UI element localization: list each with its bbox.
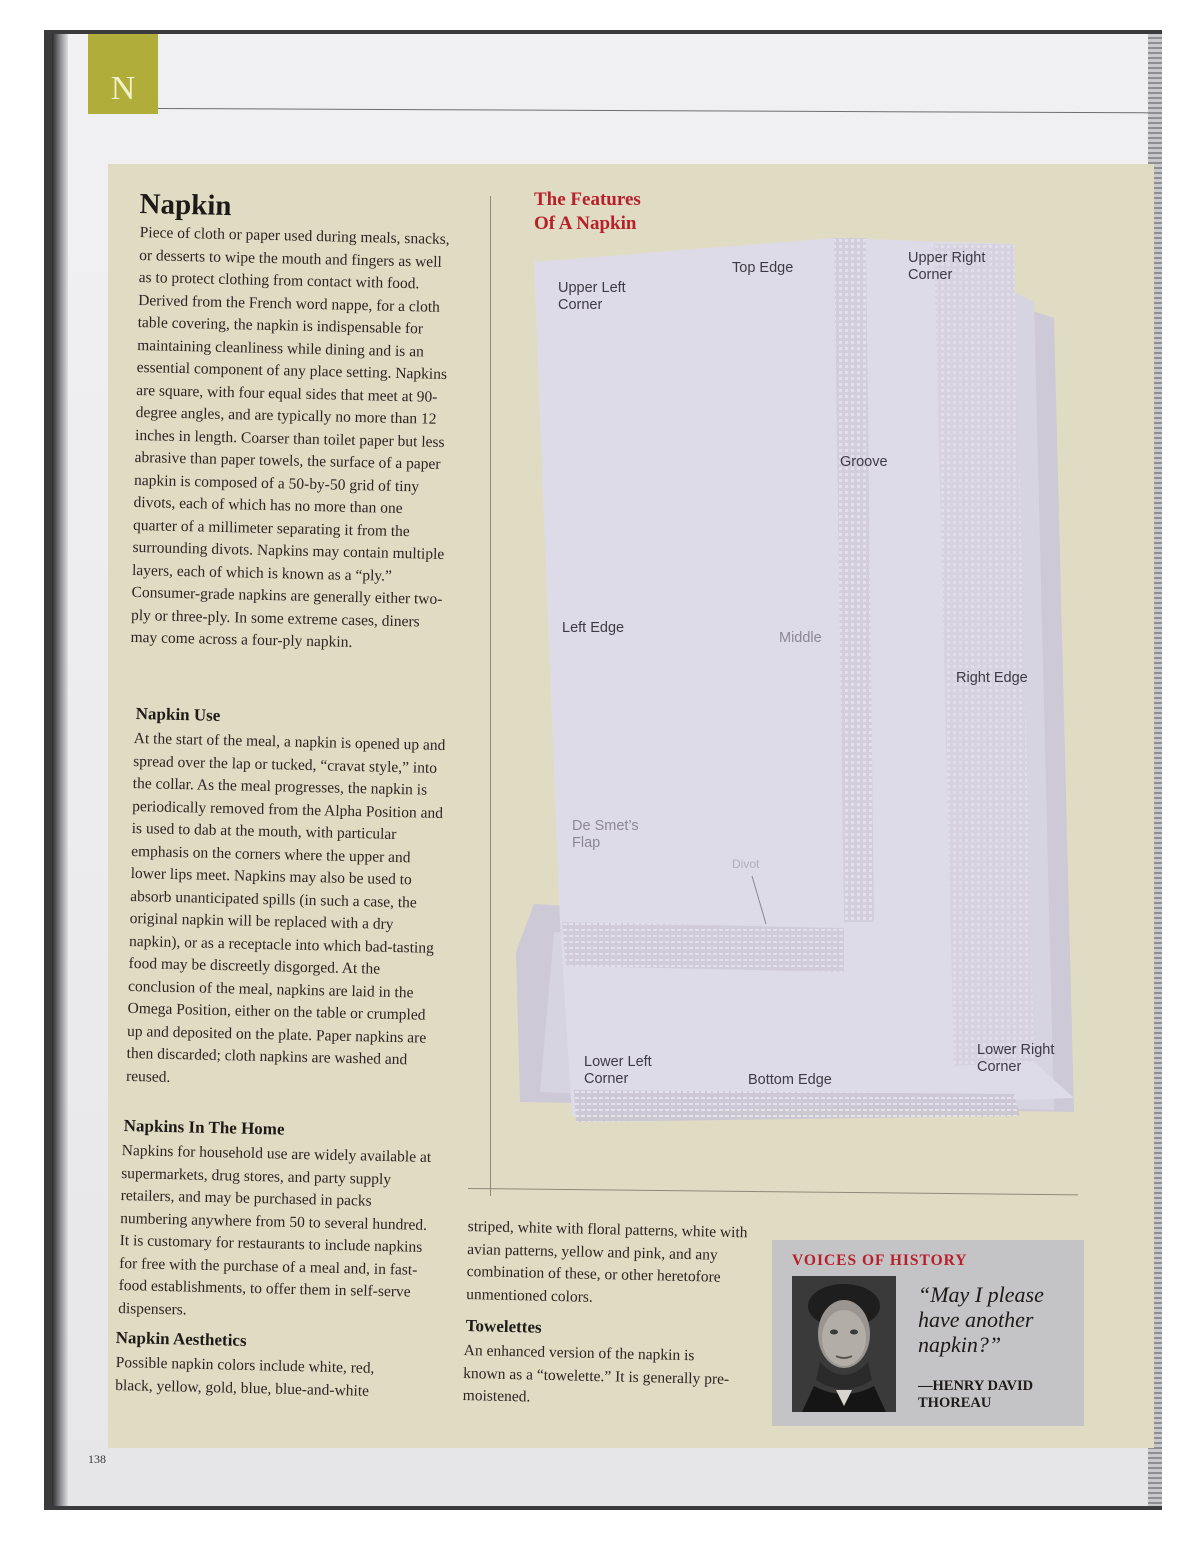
section-heading-use: Napkin Use [135,704,221,725]
figure-title [534,188,641,236]
label-bottom-edge: Bottom Edge [748,1072,832,1088]
voices-title: VOICES OF HISTORY [792,1252,968,1269]
section-text-home: Napkins for household use are widely available at supermarkets, drug stores, and party supply retailers, and may be purchased in packs numbering anywhere from 50 to several hundred. It is customary for restaurants to include napkins for free with the purchase of a meal and, in fast-food establishments, to offer them in self-serve dispensers. [117,1141,432,1319]
page-spine [52,34,68,1506]
label-divot: Divot [732,857,760,871]
aesthetics-continued: striped, white with floral patterns, white with avian patterns, yellow and pink, and any combination of these, or other heretofore unmentioned colors. [466,1217,748,1306]
portrait-image [792,1276,896,1412]
napkin-bottom-band [562,922,844,972]
label-top-edge: Top Edge [732,260,794,276]
page-number: 138 [88,1452,106,1466]
label-upper-left-corner: Upper Left Corner [558,280,626,313]
label-right-edge: Right Edge [956,670,1028,686]
quote-text: “May I please have another napkin?” [918,1282,1044,1357]
label-lower-right-corner: Lower Right Corner [977,1042,1055,1075]
section-heading-towelettes: Towelettes [465,1316,542,1337]
figure-title-line1: The Features [534,189,641,210]
label-middle: Middle [779,630,822,646]
section-heading-home: Napkins In The Home [123,1116,285,1139]
label-left-edge: Left Edge [562,620,625,636]
section-text-use: At the start of the meal, a napkin is opened up and spread over the lap or tucked, “cravat style,” into the collar. As the meal progresses, the napkin is periodically removed from the Alpha Position and is used to dab at the mouth, with particular emphasis on the corners where the upper and lower lips meet. Napkins may also be used to absorb unanticipated spills (in such a case, the original napkin will be replaced with a dry napkin), or as a receptacle into which bad-tasting food may be discreetly disgorged. At the conclusion of the meal, napkins are laid in the Omega Position, either on the table or crumpled up and deposited on the plate. Paper napkins are then discarded; cloth napkins are washed and reused. [125,729,446,1086]
napkin-bottom-fringe [574,1090,1020,1122]
figure-title-line2: Of A Napkin [534,213,637,234]
napkin-figure [514,232,1080,1144]
entry-title: Napkin [139,188,232,223]
section-letter: N [110,70,136,107]
quote-attribution: —HENRY DAVID THOREAU [918,1378,1034,1411]
napkin-photo [514,232,1080,1144]
label-upper-right-corner: Upper Right Corner [908,250,986,283]
column-divider [490,196,491,1196]
entry-intro: Piece of cloth or paper used during meals, snacks, or desserts to wipe the mouth and fingers as well as to protect clothing from contact with food. Derived from the French word nappe, for a cloth table covering, the napkin is indispensable for maintaining cleanliness while dining and is an essential component of any place setting. Napkins are square, with four equal sides that meet at 90-degree angles, and are typically no more than 12 inches in length. Coarser than toilet paper but less abrasive than paper towels, the surface of a paper napkin is composed of a 50-by-50 grid of tiny divots, each of which has no more than one quarter of a millimeter separating it from the surrounding divots. Napkins may contain multiple layers, each of which is known as a “ply.” Consumer-grade napkins are generally either two-ply or three-ply. In some extreme cases, diners may come across a four-ply napkin. [130,223,450,651]
label-groove: Groove [840,454,888,470]
section-text-aesthetics: Possible napkin colors include white, red, black, yellow, gold, blue, blue-and-white [115,1353,375,1400]
section-letter-tab [88,34,158,114]
label-lower-left-corner: Lower Left Corner [584,1054,652,1087]
voices-of-history-box [772,1240,1084,1426]
label-de-smets-flap: De Smet’s Flap [572,818,639,851]
thoreau-portrait [792,1276,896,1412]
section-text-towelettes: An enhanced version of the napkin is known as a “towelette.” It is generally pre-moistened. [462,1341,730,1406]
section-heading-aesthetics: Napkin Aesthetics [115,1328,247,1350]
